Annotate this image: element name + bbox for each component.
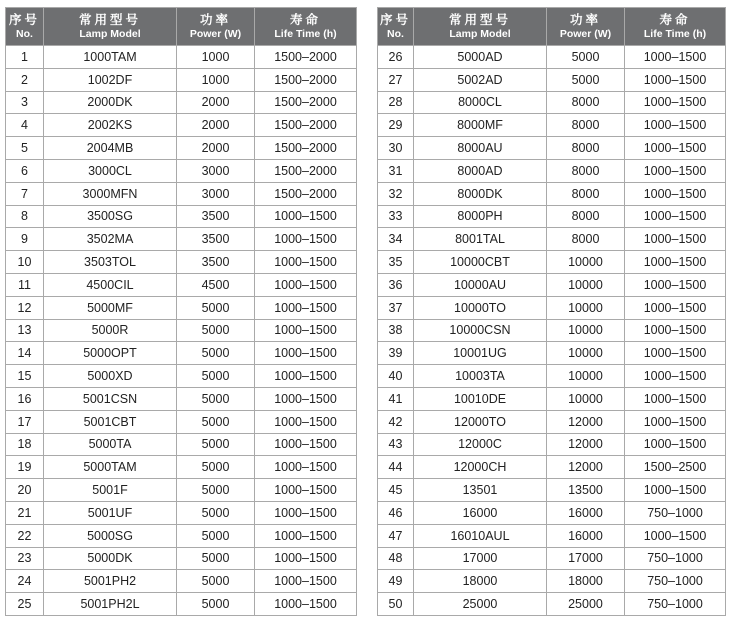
cell-lamp-model: 5000AD [414,46,547,69]
header-no: 序号 No. [378,8,414,46]
table-row [378,251,726,274]
cell-life-time: 750–1000 [625,501,726,524]
table-row [6,319,357,342]
cell-no: 4 [6,114,44,137]
cell-life-time: 750–1000 [625,547,726,570]
cell-power: 5000 [177,479,255,502]
cell-lamp-model: 4500CIL [44,273,177,296]
table-row [6,365,357,388]
cell-power: 10000 [547,365,625,388]
cell-power: 10000 [547,296,625,319]
cell-lamp-model: 5000MF [44,296,177,319]
cell-power: 10000 [547,251,625,274]
cell-lamp-model: 18000 [414,570,547,593]
cell-power: 13500 [547,479,625,502]
cell-life-time: 1000–1500 [625,228,726,251]
header-lamp-model: 常用型号 Lamp Model [414,8,547,46]
cell-life-time: 750–1000 [625,570,726,593]
cell-power: 8000 [547,137,625,160]
cell-no: 43 [378,433,414,456]
table-row [6,387,357,410]
cell-no: 28 [378,91,414,114]
cell-lamp-model: 2004MB [44,137,177,160]
cell-lamp-model: 5001F [44,479,177,502]
table-header-row [6,8,357,46]
cell-power: 5000 [177,410,255,433]
cell-no: 14 [6,342,44,365]
cell-life-time: 1000–1500 [255,593,357,616]
cell-power: 3500 [177,251,255,274]
cell-no: 35 [378,251,414,274]
cell-lamp-model: 5000TAM [44,456,177,479]
cell-life-time: 1500–2000 [255,114,357,137]
table-row [6,228,357,251]
cell-lamp-model: 5001PH2 [44,570,177,593]
cell-power: 5000 [177,570,255,593]
table-row [6,593,357,616]
cell-power: 8000 [547,205,625,228]
cell-no: 33 [378,205,414,228]
cell-no: 37 [378,296,414,319]
table-row [6,68,357,91]
cell-lamp-model: 8000PH [414,205,547,228]
cell-power: 5000 [177,433,255,456]
table-row [6,137,357,160]
cell-power: 17000 [547,547,625,570]
table-row [6,342,357,365]
cell-life-time: 750–1000 [625,593,726,616]
cell-life-time: 1000–1500 [255,524,357,547]
table-row [378,387,726,410]
cell-power: 3500 [177,228,255,251]
cell-lamp-model: 10010DE [414,387,547,410]
cell-no: 36 [378,273,414,296]
cell-power: 5000 [177,524,255,547]
cell-life-time: 1500–2000 [255,182,357,205]
cell-lamp-model: 5001CSN [44,387,177,410]
cell-lamp-model: 8001TAL [414,228,547,251]
cell-power: 2000 [177,137,255,160]
cell-power: 10000 [547,387,625,410]
table-row [6,410,357,433]
cell-no: 45 [378,479,414,502]
table-row [378,182,726,205]
cell-life-time: 1000–1500 [255,410,357,433]
cell-lamp-model: 10000TO [414,296,547,319]
cell-no: 2 [6,68,44,91]
table-row [6,273,357,296]
header-lamp-model: 常用型号 Lamp Model [44,8,177,46]
cell-no: 49 [378,570,414,593]
cell-life-time: 1000–1500 [625,365,726,388]
cell-no: 38 [378,319,414,342]
cell-life-time: 1000–1500 [255,433,357,456]
cell-lamp-model: 3000CL [44,159,177,182]
cell-no: 17 [6,410,44,433]
table-row [6,251,357,274]
table-row [6,46,357,69]
cell-lamp-model: 12000C [414,433,547,456]
table-row [6,205,357,228]
cell-lamp-model: 16010AUL [414,524,547,547]
header-life-time: 寿命 Life Time (h) [625,8,726,46]
cell-lamp-model: 10003TA [414,365,547,388]
header-life-time: 寿命 Life Time (h) [255,8,357,46]
cell-lamp-model: 5000SG [44,524,177,547]
cell-no: 20 [6,479,44,502]
table-row [378,137,726,160]
cell-life-time: 1000–1500 [625,114,726,137]
table-row [378,68,726,91]
cell-no: 48 [378,547,414,570]
table-row [378,114,726,137]
cell-lamp-model: 5000DK [44,547,177,570]
table-row [378,159,726,182]
table-row [378,501,726,524]
cell-life-time: 1000–1500 [255,319,357,342]
table-row [6,91,357,114]
cell-life-time: 1000–1500 [255,570,357,593]
cell-no: 18 [6,433,44,456]
cell-no: 1 [6,46,44,69]
cell-power: 1000 [177,46,255,69]
cell-life-time: 1000–1500 [625,479,726,502]
header-no: 序号 No. [6,8,44,46]
table-row [6,296,357,319]
cell-power: 8000 [547,182,625,205]
cell-power: 12000 [547,410,625,433]
cell-lamp-model: 8000AU [414,137,547,160]
cell-life-time: 1500–2500 [625,456,726,479]
cell-no: 23 [6,547,44,570]
cell-no: 31 [378,159,414,182]
cell-no: 42 [378,410,414,433]
table-row [378,46,726,69]
table-row [378,228,726,251]
cell-life-time: 1000–1500 [625,273,726,296]
table-row [378,433,726,456]
cell-power: 8000 [547,91,625,114]
table-row [6,433,357,456]
cell-life-time: 1000–1500 [255,296,357,319]
lamp-table-right [377,7,726,616]
cell-power: 3000 [177,182,255,205]
cell-power: 8000 [547,114,625,137]
cell-power: 5000 [177,501,255,524]
cell-power: 5000 [177,547,255,570]
table-row [6,524,357,547]
cell-no: 7 [6,182,44,205]
cell-lamp-model: 3502MA [44,228,177,251]
table-row [6,182,357,205]
cell-lamp-model: 10001UG [414,342,547,365]
table-row [6,479,357,502]
cell-life-time: 1000–1500 [255,501,357,524]
cell-no: 46 [378,501,414,524]
cell-power: 8000 [547,228,625,251]
cell-lamp-model: 2002KS [44,114,177,137]
cell-power: 16000 [547,501,625,524]
cell-no: 16 [6,387,44,410]
cell-life-time: 1000–1500 [625,319,726,342]
table-header-row [378,8,726,46]
cell-no: 24 [6,570,44,593]
cell-life-time: 1500–2000 [255,91,357,114]
cell-lamp-model: 8000AD [414,159,547,182]
cell-lamp-model: 5000TA [44,433,177,456]
cell-no: 30 [378,137,414,160]
cell-lamp-model: 3503TOL [44,251,177,274]
cell-lamp-model: 2000DK [44,91,177,114]
cell-power: 10000 [547,342,625,365]
cell-no: 29 [378,114,414,137]
cell-power: 2000 [177,91,255,114]
cell-life-time: 1500–2000 [255,46,357,69]
cell-life-time: 1000–1500 [255,273,357,296]
cell-no: 8 [6,205,44,228]
cell-no: 25 [6,593,44,616]
cell-no: 5 [6,137,44,160]
cell-lamp-model: 8000CL [414,91,547,114]
cell-no: 21 [6,501,44,524]
table-row [378,342,726,365]
cell-life-time: 1000–1500 [625,433,726,456]
cell-lamp-model: 8000MF [414,114,547,137]
cell-no: 15 [6,365,44,388]
header-power: 功率 Power (W) [177,8,255,46]
cell-power: 5000 [177,319,255,342]
cell-power: 5000 [177,365,255,388]
cell-power: 3500 [177,205,255,228]
cell-lamp-model: 1002DF [44,68,177,91]
table-row [6,456,357,479]
cell-life-time: 1000–1500 [625,46,726,69]
cell-power: 25000 [547,593,625,616]
cell-lamp-model: 5001PH2L [44,593,177,616]
cell-lamp-model: 10000CSN [414,319,547,342]
cell-no: 32 [378,182,414,205]
cell-power: 5000 [177,456,255,479]
cell-lamp-model: 12000CH [414,456,547,479]
cell-power: 5000 [547,46,625,69]
cell-life-time: 1000–1500 [255,342,357,365]
cell-no: 39 [378,342,414,365]
cell-no: 27 [378,68,414,91]
table-row [378,319,726,342]
table-row [378,91,726,114]
cell-no: 12 [6,296,44,319]
cell-life-time: 1000–1500 [625,524,726,547]
cell-lamp-model: 5002AD [414,68,547,91]
cell-power: 5000 [177,593,255,616]
cell-no: 41 [378,387,414,410]
cell-power: 12000 [547,433,625,456]
cell-no: 9 [6,228,44,251]
cell-power: 8000 [547,159,625,182]
table-row [378,273,726,296]
cell-no: 10 [6,251,44,274]
cell-lamp-model: 16000 [414,501,547,524]
cell-life-time: 1000–1500 [255,228,357,251]
cell-lamp-model: 25000 [414,593,547,616]
cell-no: 22 [6,524,44,547]
cell-power: 5000 [177,387,255,410]
cell-lamp-model: 10000CBT [414,251,547,274]
cell-no: 19 [6,456,44,479]
table-row [6,547,357,570]
cell-no: 13 [6,319,44,342]
cell-life-time: 1000–1500 [625,159,726,182]
header-power: 功率 Power (W) [547,8,625,46]
cell-life-time: 1000–1500 [625,91,726,114]
cell-power: 2000 [177,114,255,137]
cell-power: 16000 [547,524,625,547]
cell-life-time: 1000–1500 [625,342,726,365]
cell-no: 26 [378,46,414,69]
cell-lamp-model: 5000R [44,319,177,342]
cell-life-time: 1000–1500 [255,547,357,570]
cell-lamp-model: 5001CBT [44,410,177,433]
cell-power: 10000 [547,319,625,342]
table-row [378,479,726,502]
cell-power: 5000 [177,296,255,319]
cell-power: 3000 [177,159,255,182]
cell-life-time: 1500–2000 [255,159,357,182]
table-row [6,501,357,524]
cell-power: 5000 [177,342,255,365]
cell-life-time: 1000–1500 [255,251,357,274]
cell-power: 1000 [177,68,255,91]
cell-life-time: 1000–1500 [625,410,726,433]
cell-power: 10000 [547,273,625,296]
cell-power: 12000 [547,456,625,479]
cell-no: 3 [6,91,44,114]
cell-life-time: 1500–2000 [255,137,357,160]
cell-no: 11 [6,273,44,296]
cell-power: 5000 [547,68,625,91]
table-row [6,159,357,182]
cell-lamp-model: 3000MFN [44,182,177,205]
lamp-table-left [5,7,357,616]
cell-life-time: 1000–1500 [255,479,357,502]
cell-lamp-model: 12000TO [414,410,547,433]
cell-life-time: 1000–1500 [625,296,726,319]
cell-lamp-model: 13501 [414,479,547,502]
cell-life-time: 1000–1500 [255,365,357,388]
table-row [378,570,726,593]
table-row [378,593,726,616]
cell-lamp-model: 10000AU [414,273,547,296]
cell-lamp-model: 8000DK [414,182,547,205]
cell-lamp-model: 17000 [414,547,547,570]
cell-no: 44 [378,456,414,479]
table-row [6,570,357,593]
cell-lamp-model: 5000OPT [44,342,177,365]
cell-life-time: 1000–1500 [625,137,726,160]
table-row [378,456,726,479]
cell-life-time: 1000–1500 [625,251,726,274]
cell-life-time: 1000–1500 [255,387,357,410]
cell-power: 18000 [547,570,625,593]
cell-life-time: 1000–1500 [625,68,726,91]
cell-lamp-model: 3500SG [44,205,177,228]
cell-no: 50 [378,593,414,616]
cell-life-time: 1000–1500 [625,182,726,205]
cell-lamp-model: 5000XD [44,365,177,388]
table-row [378,296,726,319]
cell-no: 47 [378,524,414,547]
cell-life-time: 1500–2000 [255,68,357,91]
cell-lamp-model: 5001UF [44,501,177,524]
table-row [378,205,726,228]
table-row [378,524,726,547]
cell-no: 6 [6,159,44,182]
cell-no: 40 [378,365,414,388]
cell-power: 4500 [177,273,255,296]
table-row [6,114,357,137]
table-row [378,410,726,433]
cell-life-time: 1000–1500 [255,205,357,228]
cell-no: 34 [378,228,414,251]
table-row [378,547,726,570]
cell-life-time: 1000–1500 [625,205,726,228]
table-row [378,365,726,388]
cell-lamp-model: 1000TAM [44,46,177,69]
cell-life-time: 1000–1500 [255,456,357,479]
cell-life-time: 1000–1500 [625,387,726,410]
